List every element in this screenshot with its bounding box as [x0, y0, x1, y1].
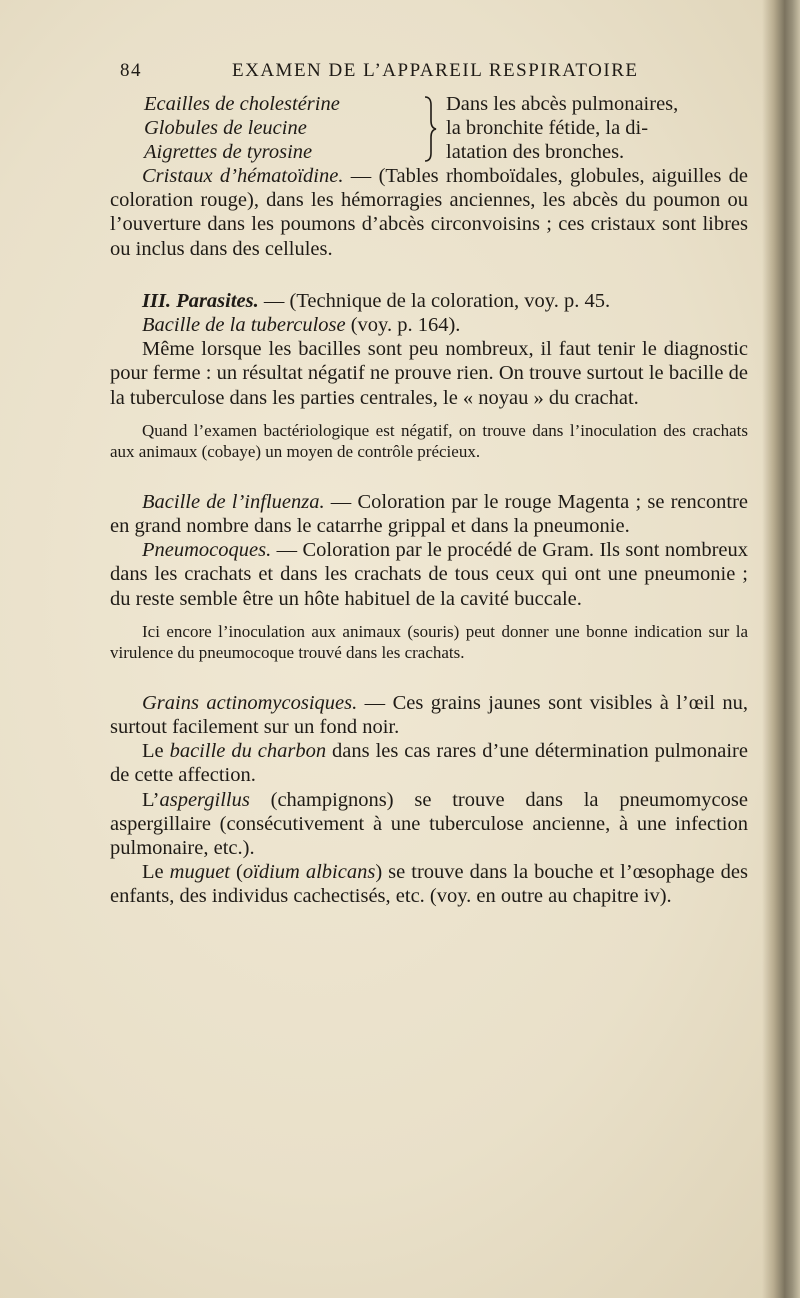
- term: Bacille de l’influenza.: [142, 490, 325, 513]
- term: Pneumocoques.: [142, 539, 272, 562]
- brace-desc-line: latation des bronches.: [446, 141, 625, 163]
- running-header: [120, 60, 650, 86]
- text: Le: [142, 740, 170, 763]
- text: (voy. p. 164).: [345, 314, 461, 337]
- text: — (Tables rhomboïdales, globules, aiguilles de coloration rouge), dans les hémorragies anciennes, les abcès du poumon ou l’ouverture dans les poumons d’abcès circonvoisins ; ces cristaux sont libres ou inclus dans des cellules.: [110, 165, 748, 260]
- note-pneumocoques: Ici encore l’inoculation aux animaux (souris) peut donner une bonne indication sur la virulence du pneumocoque trouvé dans les crachats.: [110, 621, 748, 662]
- brace-description: [446, 92, 678, 164]
- page-gutter-edge: [762, 0, 800, 1298]
- text: ) se trouve dans la bouche et l’œsophage des enfants, des individus cachectisés, etc. (voy. en outre au chapitre iv).: [110, 861, 749, 908]
- page-number: 84: [120, 60, 142, 81]
- text: Le: [142, 861, 170, 884]
- paragraph-influenza: [110, 490, 748, 538]
- paragraph-grains: [110, 691, 748, 739]
- brace-item: Aigrettes de tyrosine: [144, 141, 313, 163]
- term: aspergillus: [159, 788, 250, 811]
- brace-items: [144, 92, 340, 164]
- brace-item: Ecailles de cholestérine: [144, 93, 340, 115]
- term: muguet: [169, 861, 231, 884]
- paragraph-cristaux: [110, 164, 748, 261]
- text: L’: [142, 788, 160, 811]
- term: Grains actinomycosiques.: [142, 691, 358, 714]
- term: Bacille de la tuberculose: [142, 314, 346, 337]
- brace-list: [110, 92, 748, 164]
- brace-desc-line: la bronchite fétide, la di-: [446, 117, 649, 139]
- paragraph-pneumocoques: [110, 538, 748, 611]
- text: (champignons) se trouve dans la pneumomycose aspergillaire (consécutivement à une tuberculose ancienne, à une infection pulmonaire, etc.).: [110, 788, 748, 860]
- text: dans les cas rares d’une détermination pulmonaire de cette affection.: [110, 740, 748, 787]
- text: — (Technique de la coloration, voy. p. 45.: [258, 289, 611, 312]
- paragraph-tuberculose: Même lorsque les bacilles sont peu nombreux, il faut tenir le diagnostic pour ferme : un résultat négatif ne prouve rien. On trouve surtout le bacille de la tuberculose dans les parties centrales, le « noyau » du crachat.: [110, 338, 748, 409]
- curly-brace-icon: [422, 95, 438, 163]
- text: — Coloration par le rouge Magenta ; se rencontre en grand nombre dans le catarrhe grippal et dans la pneumonie.: [110, 490, 748, 538]
- paragraph-charbon: [110, 739, 748, 787]
- paragraph-muguet: [110, 860, 748, 908]
- paragraph-parasites: [110, 289, 748, 313]
- text: — Coloration par le procédé de Gram. Ils sont nombreux dans les crachats et dans les crachats de tous ceux qui ont une pneumonie ; du reste semble être un hôte habituel de la cavité buccale.: [110, 539, 748, 610]
- note-tuberculose: Quand l’examen bactériologique est négatif, on trouve dans l’inoculation des crachats aux animaux (cobaye) un moyen de contrôle précieux.: [110, 420, 748, 461]
- text: (: [230, 861, 243, 884]
- section-heading: III. Parasites.: [142, 289, 259, 312]
- paragraph-aspergillus: [110, 788, 748, 861]
- term: bacille du charbon: [169, 740, 327, 763]
- text: — Ces grains jaunes sont visibles à l’œil nu, surtout facilement sur un fond noir.: [110, 691, 748, 739]
- paragraph-tuberculose-title: [110, 313, 748, 337]
- running-title: EXAMEN DE L’APPAREIL RESPIRATOIRE: [232, 60, 639, 81]
- brace-item: Globules de leucine: [144, 117, 307, 139]
- brace-desc-line: Dans les abcès pulmonaires,: [446, 93, 679, 115]
- term: Cristaux d’hématoïdine.: [142, 165, 344, 187]
- page-body: [110, 92, 748, 909]
- term: oïdium albicans: [242, 861, 376, 884]
